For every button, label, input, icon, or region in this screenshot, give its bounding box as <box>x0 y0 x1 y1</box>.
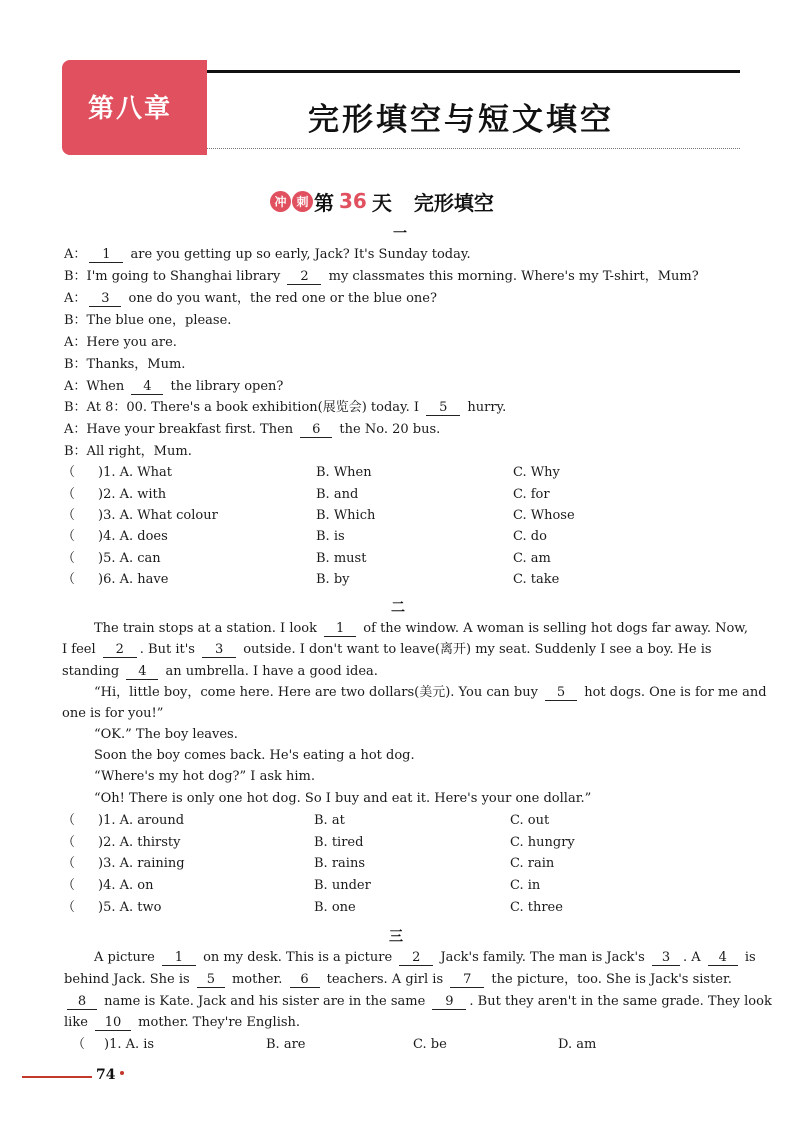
option-a: )1. A. What <box>98 465 172 480</box>
option-b: B. under <box>314 878 371 893</box>
day-title <box>270 186 494 216</box>
day-prefix: 第 <box>314 190 334 215</box>
section-number-one: 一 <box>393 226 407 242</box>
passage-line: 8 name is Kate. Jack and his sister are in the same 9 . But they aren't in the same grade. They look <box>64 993 772 1011</box>
answer-paren[interactable]: （ <box>62 508 76 523</box>
answer-blank[interactable]: 9 <box>432 994 466 1010</box>
answer-blank[interactable]: 7 <box>450 972 484 988</box>
answer-blank[interactable]: 5 <box>197 972 225 988</box>
answer-paren[interactable]: （ <box>62 878 76 893</box>
passage-line: behind Jack. She is 5 mother. 6 teachers. A girl is 7 the picture，too. She is Jack's sister. <box>64 972 732 987</box>
option-a: )3. A. raining <box>98 856 185 871</box>
answer-paren[interactable]: （ <box>62 900 76 915</box>
dialogue-line: A： 1 are you getting up so early, Jack? It's Sunday today. <box>64 247 471 262</box>
dialogue-line: B：All right，Mum. <box>64 444 192 459</box>
option-b: B. must <box>316 551 367 566</box>
answer-blank[interactable]: 1 <box>89 247 123 263</box>
option-a: )5. A. can <box>98 551 161 566</box>
chapter-title: 完形填空与短文填空 <box>308 102 614 138</box>
option-c: C. Why <box>513 465 560 480</box>
dialogue-line: A：Have your breakfast first. Then 6 the No. 20 bus. <box>64 422 441 437</box>
answer-blank[interactable]: 3 <box>89 291 121 307</box>
answer-paren[interactable]: （ <box>62 572 76 587</box>
passage-line: “Hi，little boy，come here. Here are two dollars(美元). You can buy 5 hot dogs. One is for me and <box>94 685 767 700</box>
option-c: C. take <box>513 572 560 587</box>
option-a: )2. A. with <box>98 487 167 502</box>
option-a: )4. A. on <box>98 878 154 893</box>
option-c: C. out <box>510 813 550 828</box>
option-a: )6. A. have <box>98 572 169 587</box>
option-a: )4. A. does <box>98 529 168 544</box>
footer-rule <box>22 1076 92 1078</box>
option-c: C. hungry <box>510 835 575 850</box>
dialogue-line: B：I'm going to Shanghai library 2 my classmates this morning. Where's my T-shirt，Mum? <box>64 269 699 284</box>
option-c: C. be <box>413 1037 447 1052</box>
option-c: C. three <box>510 900 563 915</box>
answer-paren[interactable]: （ <box>62 856 76 871</box>
passage-line: “Where's my hot dog?” I ask him. <box>94 769 315 784</box>
day-suffix: 天 <box>371 190 392 215</box>
answer-blank[interactable]: 2 <box>399 950 433 966</box>
answer-paren[interactable]: （ <box>62 529 76 544</box>
passage-line: standing 4 an umbrella. I have a good idea. <box>62 664 378 679</box>
page-dot <box>120 1071 124 1075</box>
dialogue-line: B：At 8：00. There's a book exhibition(展览会) today. I 5 hurry. <box>64 400 507 415</box>
answer-blank[interactable]: 6 <box>290 972 320 988</box>
answer-paren[interactable]: （ <box>62 551 76 566</box>
option-c: C. for <box>513 487 550 502</box>
section-number-two: 二 <box>391 600 405 616</box>
chapter-label: 第八章 <box>88 94 173 124</box>
option-b: B. are <box>266 1037 306 1052</box>
answer-blank[interactable]: 5 <box>426 400 460 416</box>
passage-line: I feel 2 . But it's 3 outside. I don't want to leave(离开) my seat. Suddenly I see a boy. He is <box>62 642 712 657</box>
option-b: B. Which <box>316 508 376 523</box>
answer-paren[interactable]: （ <box>62 813 76 828</box>
passage-line: A picture 1 on my desk. This is a picture 2 Jack's family. The man is Jack's 3 . A 4 is <box>94 950 756 965</box>
day-number: 36 <box>339 189 367 213</box>
answer-blank[interactable]: 2 <box>103 642 137 658</box>
answer-blank[interactable]: 1 <box>162 950 196 966</box>
option-a: )5. A. two <box>98 900 162 915</box>
dialogue-line: A：Here you are. <box>64 335 177 350</box>
option-c: C. am <box>513 551 551 566</box>
answer-blank[interactable]: 8 <box>67 994 97 1010</box>
dialogue-line: B：Thanks，Mum. <box>64 357 186 372</box>
option-c: C. do <box>513 529 547 544</box>
dialogue-line: B：The blue one，please. <box>64 313 232 328</box>
answer-blank[interactable]: 4 <box>126 664 158 680</box>
answer-blank[interactable]: 3 <box>202 642 236 658</box>
answer-paren[interactable]: （ <box>62 465 76 480</box>
option-a: )2. A. thirsty <box>98 835 181 850</box>
passage-line: one is for you!” <box>62 706 164 721</box>
option-b: B. and <box>316 487 359 502</box>
answer-paren[interactable]: （ <box>72 1037 86 1052</box>
passage-line: “OK.” The boy leaves. <box>94 727 238 742</box>
answer-blank[interactable]: 1 <box>324 621 356 637</box>
passage-line: like 10 mother. They're English. <box>64 1015 301 1030</box>
answer-blank[interactable]: 4 <box>708 950 738 966</box>
answer-paren[interactable]: （ <box>62 835 76 850</box>
day-topic: 完形填空 <box>413 190 494 215</box>
dialogue-line: A：When 4 the library open? <box>64 379 284 394</box>
option-a: )3. A. What colour <box>98 508 218 523</box>
sprint-badge-1: 冲 <box>270 191 291 212</box>
option-b: B. one <box>314 900 356 915</box>
page-number: 74 <box>96 1067 116 1083</box>
option-b: B. is <box>316 529 345 544</box>
answer-blank[interactable]: 2 <box>287 269 321 285</box>
option-c: C. Whose <box>513 508 575 523</box>
option-c: C. rain <box>510 856 555 871</box>
sprint-badge-2: 刺 <box>292 191 313 212</box>
header-rule <box>207 70 740 73</box>
option-a: )1. A. around <box>98 813 185 828</box>
option-c: C. in <box>510 878 541 893</box>
answer-blank[interactable]: 4 <box>131 379 163 395</box>
option-b: B. tired <box>314 835 364 850</box>
passage-line: Soon the boy comes back. He's eating a hot dog. <box>94 748 415 763</box>
option-b: B. When <box>316 465 372 480</box>
option-b: B. rains <box>314 856 365 871</box>
header-dotted-rule <box>207 148 740 149</box>
answer-blank[interactable]: 3 <box>652 950 680 966</box>
option-a: )1. A. is <box>104 1037 155 1052</box>
answer-blank[interactable]: 6 <box>300 422 332 438</box>
option-b: B. by <box>316 572 350 587</box>
dialogue-line: A： 3 one do you want，the red one or the blue one? <box>64 291 437 306</box>
option-d: D. am <box>558 1037 597 1052</box>
answer-paren[interactable]: （ <box>62 487 76 502</box>
passage-line: The train stops at a station. I look 1 of the window. A woman is selling hot dogs far away. Now, <box>94 621 748 636</box>
answer-blank[interactable]: 10 <box>95 1015 131 1031</box>
passage-line: “Oh! There is only one hot dog. So I buy and eat it. Here's your one dollar.” <box>94 791 592 806</box>
option-b: B. at <box>314 813 345 828</box>
answer-blank[interactable]: 5 <box>545 685 577 701</box>
section-number-three: 三 <box>389 929 403 945</box>
